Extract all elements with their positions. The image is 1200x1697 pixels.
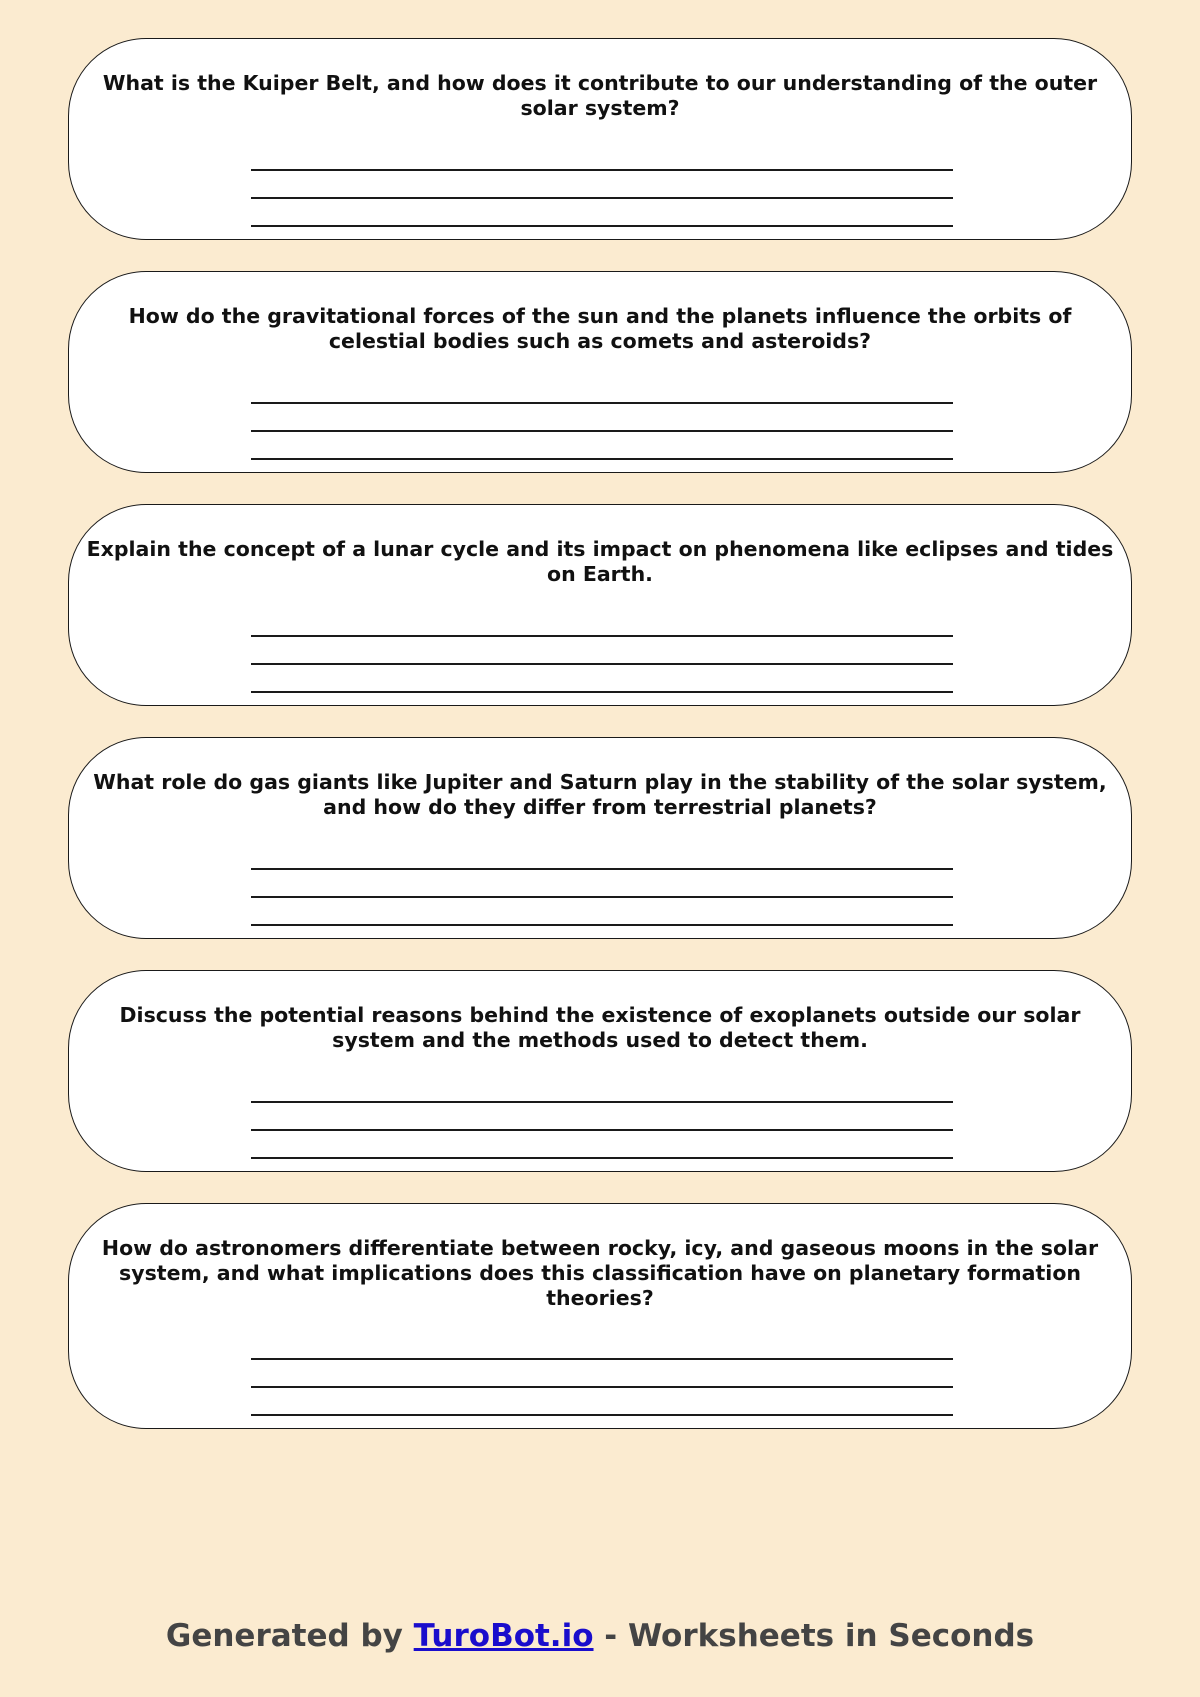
answer-line[interactable] <box>251 169 953 171</box>
answer-line[interactable] <box>251 1414 953 1416</box>
question-text: How do astronomers differentiate between rocky, icy, and gaseous moons in the solar system, and what implications does this classification have on planetary formation theories? <box>101 1236 1099 1310</box>
question-card <box>68 271 1132 473</box>
answer-lines[interactable] <box>251 635 953 693</box>
answer-line[interactable] <box>251 1101 953 1103</box>
footer-suffix: - Worksheets in Seconds <box>593 1618 1035 1654</box>
footer <box>0 1618 1200 1654</box>
turobot-link[interactable]: TuroBot.io <box>413 1618 594 1654</box>
answer-line[interactable] <box>251 1358 953 1360</box>
question-list <box>68 38 1132 1460</box>
question-card <box>68 970 1132 1172</box>
footer-prefix: Generated by <box>165 1618 414 1654</box>
answer-line[interactable] <box>251 896 953 898</box>
question-text: Explain the concept of a lunar cycle and its impact on phenomena like eclipses and tides on Earth. <box>86 537 1114 586</box>
answer-line[interactable] <box>251 868 953 870</box>
answer-line[interactable] <box>251 663 953 665</box>
answer-line[interactable] <box>251 1157 953 1159</box>
answer-line[interactable] <box>251 197 953 199</box>
answer-lines[interactable] <box>251 1358 953 1416</box>
question-card <box>68 504 1132 706</box>
answer-lines[interactable] <box>251 1101 953 1159</box>
question-card <box>68 38 1132 240</box>
answer-lines[interactable] <box>251 868 953 926</box>
question-text: What role do gas giants like Jupiter and Saturn play in the stability of the solar system, and how do they differ from terrestrial planets? <box>93 770 1107 819</box>
answer-line[interactable] <box>251 402 953 404</box>
answer-line[interactable] <box>251 1386 953 1388</box>
question-card <box>68 737 1132 939</box>
answer-line[interactable] <box>251 691 953 693</box>
answer-line[interactable] <box>251 635 953 637</box>
question-text: How do the gravitational forces of the sun and the planets influence the orbits of celestial bodies such as comets and asteroids? <box>128 304 1072 353</box>
question-card <box>68 1203 1132 1429</box>
question-text: What is the Kuiper Belt, and how does it contribute to our understanding of the outer solar system? <box>102 71 1098 120</box>
answer-line[interactable] <box>251 458 953 460</box>
question-text: Discuss the potential reasons behind the existence of exoplanets outside our solar system and the methods used to detect them. <box>119 1003 1081 1052</box>
answer-line[interactable] <box>251 225 953 227</box>
answer-line[interactable] <box>251 924 953 926</box>
answer-lines[interactable] <box>251 169 953 227</box>
answer-lines[interactable] <box>251 402 953 460</box>
answer-line[interactable] <box>251 1129 953 1131</box>
answer-line[interactable] <box>251 430 953 432</box>
